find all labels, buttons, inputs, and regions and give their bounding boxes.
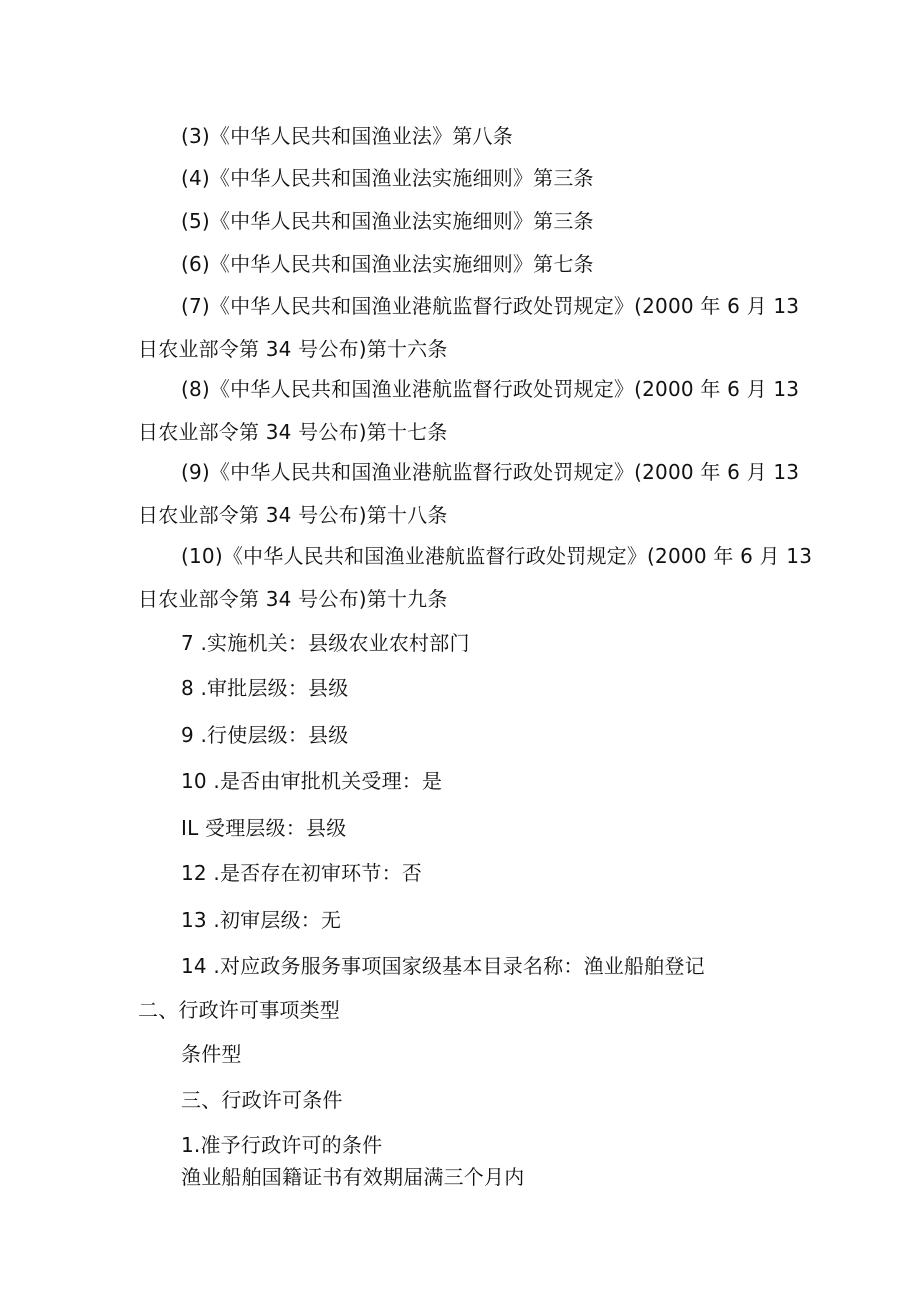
- preliminary-review-level: 13 .初审层级：无: [181, 908, 342, 932]
- basis-item-6: (6)《中华人民共和国渔业法实施细则》第七条: [181, 252, 594, 276]
- subheading-conditions: 1.准予行政许可的条件: [181, 1133, 383, 1157]
- acceptance-level: IL 受理层级：县级: [181, 816, 347, 840]
- basis-item-7-line-1: (7)《中华人民共和国渔业港航监督行政处罚规定》(2000 年 6 月 13: [181, 294, 800, 318]
- preliminary-review-exists: 12 .是否存在初审环节：否: [181, 861, 422, 885]
- condition-text: 渔业船舶国籍证书有效期届满三个月内: [181, 1165, 525, 1189]
- section-heading-2: 二、行政许可事项类型: [138, 998, 340, 1022]
- basis-item-7-line-2: 日农业部令第 34 号公布)第十六条: [138, 337, 448, 361]
- basis-item-10-line-2: 日农业部令第 34 号公布)第十九条: [138, 587, 448, 611]
- permit-type-value: 条件型: [181, 1042, 242, 1066]
- basis-item-4: (4)《中华人民共和国渔业法实施细则》第三条: [181, 166, 594, 190]
- basis-item-3: (3)《中华人民共和国渔业法》第八条: [181, 124, 513, 148]
- basis-item-9-line-2: 日农业部令第 34 号公布)第十八条: [138, 503, 448, 527]
- basis-item-5: (5)《中华人民共和国渔业法实施细则》第三条: [181, 209, 594, 233]
- accepted-by-approver: 10 .是否由审批机关受理：是: [181, 769, 443, 793]
- approval-level: 8 .审批层级：县级: [181, 676, 349, 700]
- basis-item-10-line-1: (10)《中华人民共和国渔业港航监督行政处罚规定》(2000 年 6 月 13: [181, 544, 813, 568]
- basis-item-8-line-1: (8)《中华人民共和国渔业港航监督行政处罚规定》(2000 年 6 月 13: [181, 377, 800, 401]
- catalog-name: 14 .对应政务服务事项国家级基本目录名称：渔业船舶登记: [181, 954, 705, 978]
- section-heading-3: 三、行政许可条件: [181, 1088, 343, 1112]
- basis-item-9-line-1: (9)《中华人民共和国渔业港航监督行政处罚规定》(2000 年 6 月 13: [181, 460, 800, 484]
- basis-item-8-line-2: 日农业部令第 34 号公布)第十七条: [138, 420, 448, 444]
- implementing-agency: 7 .实施机关：县级农业农村部门: [181, 631, 470, 655]
- exercise-level: 9 .行使层级：县级: [181, 723, 349, 747]
